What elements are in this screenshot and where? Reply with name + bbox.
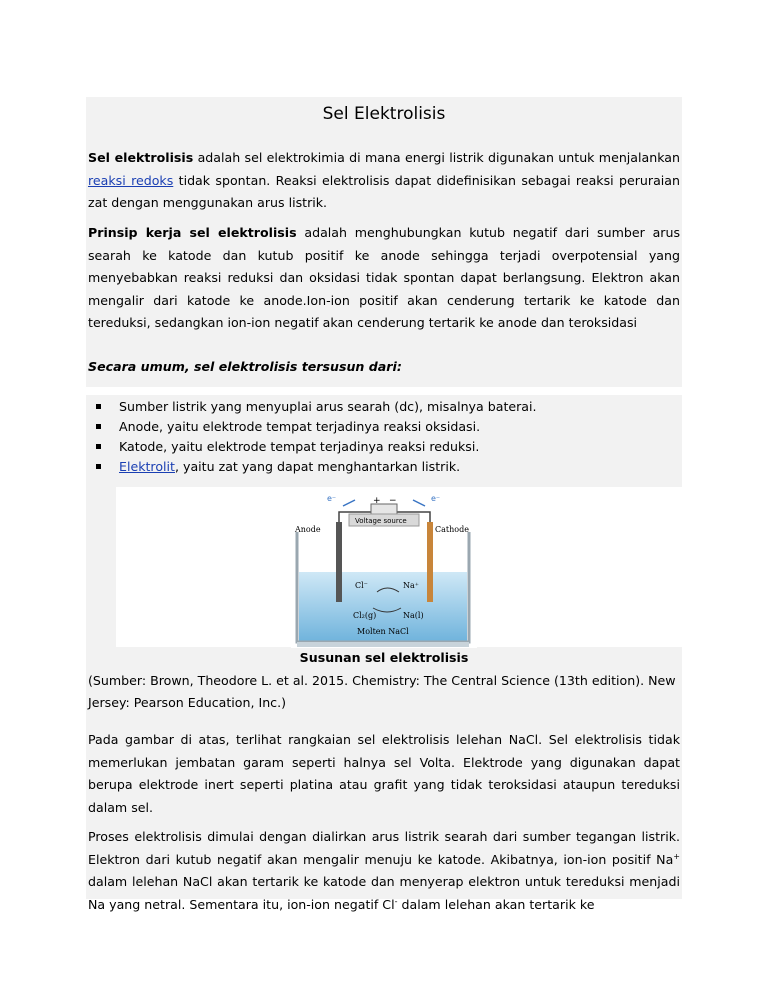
intro-paragraph xyxy=(88,147,680,215)
voltage-source-label: Voltage source xyxy=(355,517,407,525)
chlorine-gas-label: Cl₂(g) xyxy=(353,611,377,620)
plus-label: + xyxy=(373,496,381,506)
cathode-electrode xyxy=(427,522,433,602)
bullet-icon xyxy=(96,424,101,429)
text: tidak spontan. Reaksi elektrolisis dapat didefinisikan sebagai reaksi peruraian zat dengan menggunakan arus listrik. xyxy=(88,172,680,210)
electron-label: e⁻ xyxy=(327,494,337,503)
list-item: Sumber listrik yang menyuplai arus searah (dc), misalnya baterai. xyxy=(92,397,680,417)
shaded-block xyxy=(86,487,116,647)
sodium-ion-label: Na⁺ xyxy=(403,581,419,590)
explanation-paragraph: Pada gambar di atas, terlihat rangkaian sel elektrolisis lelehan NaCl. Sel elektrolisis tidak memerlukan jembatan garam seperti halnya sel Volta. Elektrode yang digunakan dapat berupa elektrode inert seperti platina atau grafit yang tidak teroksidasi ataupun tereduksi dalam sel. xyxy=(88,732,680,815)
bullet-icon xyxy=(96,404,101,409)
text: adalah menghubungkan kutub negatif dari sumber arus searah ke katode dan kutub positif ke anode sehingga terjadi overpotensial yang menyebabkan reaksi reduksi dan oksidasi tidak spontan dapat berlangsung. Elektron akan mengalir dari katode ke anode.Ion-ion positif akan cenderung tertarik ke katode dan tereduksi, sedangkan ion-ion negatif akan cenderung tertarik ke anode dan teroksidasi xyxy=(88,225,681,330)
electron-label: e⁻ xyxy=(431,494,441,503)
electrolysis-cell-diagram xyxy=(291,492,477,648)
principle-paragraph xyxy=(88,222,680,335)
term-bold: Prinsip kerja sel elektrolisis xyxy=(88,225,297,240)
figure-source: (Sumber: Brown, Theodore L. et al. 2015. Chemistry: The Central Science (13th edition). New Jersey: Pearson Education, Inc.) xyxy=(88,673,676,710)
molten-nacl-label: Molten NaCl xyxy=(357,627,409,636)
term-bold: Sel elektrolisis xyxy=(88,150,194,165)
reaksi-redoks-link[interactable]: reaksi redoks xyxy=(88,172,174,188)
anode-label: Anode xyxy=(295,525,321,534)
list-item: Anode, yaitu elektrode tempat terjadinya reaksi oksidasi. xyxy=(92,417,680,437)
elektrolit-link[interactable]: Elektrolit xyxy=(119,459,175,474)
minus-label: − xyxy=(389,496,397,506)
anode-electrode xyxy=(336,522,342,602)
bullet-icon xyxy=(96,444,101,449)
list-item: Katode, yaitu elektrode tempat terjadinya reaksi reduksi. xyxy=(92,437,680,457)
bullet-icon xyxy=(96,464,101,469)
cathode-label: Cathode xyxy=(435,525,469,534)
process-paragraph: Proses elektrolisis dimulai dengan dialirkan arus listrik searah dari sumber tegangan listrik. Elektron dari kutub negatif akan mengalir menuju ke katode. Akibatnya, ion-ion positif Na+ dalam lelehan NaCl akan tertarik ke katode dan menyerap elektron untuk tereduksi menjadi Na yang netral. Sementara itu, ion-ion negatif Cl- dalam lelehan akan tertarik ke xyxy=(88,829,680,912)
list-item: Elektrolit, yaitu zat yang dapat menghantarkan listrik. xyxy=(92,457,680,477)
figure-caption: Susunan sel elektrolisis xyxy=(299,650,469,665)
components-list xyxy=(92,397,680,477)
page-title: Sel Elektrolisis xyxy=(322,104,446,124)
text: adalah sel elektrokimia di mana energi listrik digunakan untuk menjalankan xyxy=(193,150,680,165)
sodium-liquid-label: Na(l) xyxy=(403,611,424,620)
electrolysis-cell-figure xyxy=(291,492,477,648)
components-heading: Secara umum, sel elektrolisis tersusun dari: xyxy=(88,359,402,374)
chloride-ion-label: Cl⁻ xyxy=(355,581,368,590)
